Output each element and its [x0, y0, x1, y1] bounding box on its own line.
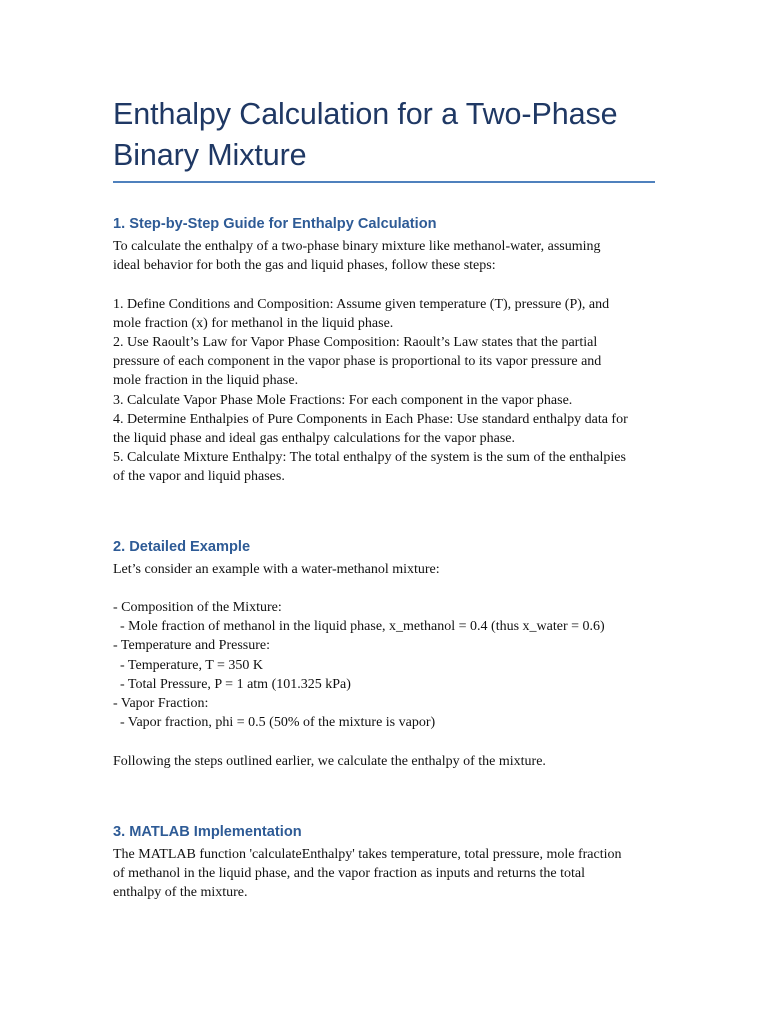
paragraph-line: Let’s consider an example with a water-methanol mixture:	[113, 561, 440, 577]
section-2-body	[113, 560, 655, 771]
step-line: 5. Calculate Mixture Enthalpy: The total enthalpy of the system is the sum of the enthalpies	[113, 450, 626, 466]
section-heading-detailed-example: 2. Detailed Example	[113, 538, 251, 555]
step-line: pressure of each component in the vapor phase is proportional to its vapor pressure and	[113, 354, 602, 370]
document-title-line: Enthalpy Calculation for a Two-Phase	[113, 97, 618, 131]
list-item: - Temperature, T = 350 K	[113, 657, 263, 673]
list-item: - Vapor fraction, phi = 0.5 (50% of the mixture is vapor)	[113, 715, 436, 731]
step-line: the liquid phase and ideal gas enthalpy calculations for the vapor phase.	[113, 431, 515, 447]
document-page	[113, 94, 655, 902]
step-line: mole fraction (x) for methanol in the liquid phase.	[113, 315, 394, 331]
document-title-line: Binary Mixture	[113, 138, 307, 172]
list-item: - Temperature and Pressure:	[113, 638, 270, 654]
section-3-body	[113, 845, 655, 903]
list-item: - Vapor Fraction:	[113, 696, 209, 712]
section-1-body	[113, 237, 655, 487]
list-item: - Composition of the Mixture:	[113, 600, 282, 616]
section-heading-matlab: 3. MATLAB Implementation	[113, 823, 302, 840]
step-line: mole fraction in the liquid phase.	[113, 373, 299, 389]
list-item: - Total Pressure, P = 1 atm (101.325 kPa)	[113, 676, 351, 692]
paragraph-gap	[113, 732, 655, 751]
paragraph-gap	[113, 579, 655, 598]
step-line: 1. Define Conditions and Composition: Assume given temperature (T), pressure (P), and	[113, 296, 610, 312]
paragraph-line: ideal behavior for both the gas and liquid phases, follow these steps:	[113, 258, 496, 274]
paragraph-line: of methanol in the liquid phase, and the vapor fraction as inputs and returns the total	[113, 866, 585, 882]
paragraph-gap	[113, 275, 655, 294]
paragraph-line: The MATLAB function 'calculateEnthalpy' takes temperature, total pressure, mole fraction	[113, 846, 622, 862]
paragraph-line: enthalpy of the mixture.	[113, 885, 248, 901]
step-line: 4. Determine Enthalpies of Pure Components in Each Phase: Use standard enthalpy data for	[113, 411, 628, 427]
document-title	[113, 94, 655, 183]
step-line: of the vapor and liquid phases.	[113, 469, 285, 485]
paragraph-line: Following the steps outlined earlier, we calculate the enthalpy of the mixture.	[113, 753, 546, 769]
step-line: 3. Calculate Vapor Phase Mole Fractions: For each component in the vapor phase.	[113, 392, 573, 408]
section-heading-step-by-step: 1. Step-by-Step Guide for Enthalpy Calculation	[113, 216, 437, 232]
paragraph-line: To calculate the enthalpy of a two-phase binary mixture like methanol-water, assuming	[113, 239, 601, 254]
step-line: 2. Use Raoult’s Law for Vapor Phase Composition: Raoult’s Law states that the partial	[113, 335, 598, 350]
list-item: - Mole fraction of methanol in the liquid phase, x_methanol = 0.4 (thus x_water = 0.6)	[113, 619, 605, 635]
